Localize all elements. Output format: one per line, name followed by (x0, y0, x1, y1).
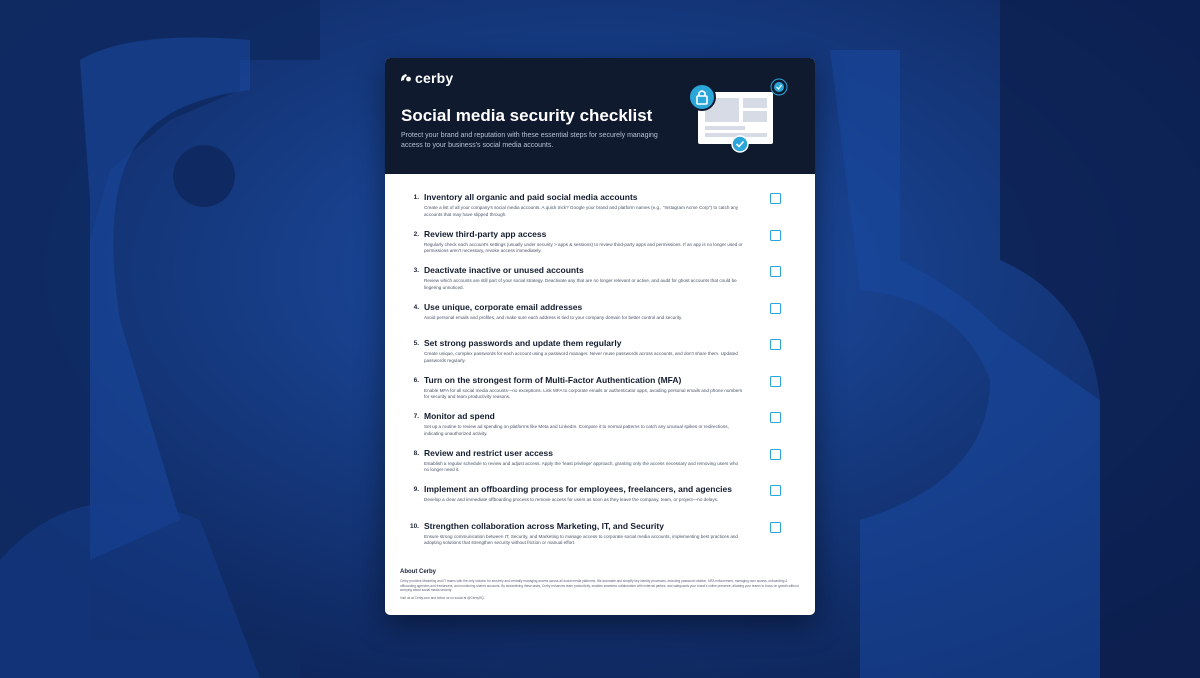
checklist-item (385, 294, 815, 328)
checklist-item (385, 184, 815, 218)
item-checkbox[interactable] (770, 339, 781, 350)
item-checkbox[interactable] (770, 412, 781, 423)
item-number: 3. (413, 267, 419, 274)
item-checkbox[interactable] (770, 485, 781, 496)
item-checkbox[interactable] (770, 449, 781, 460)
item-checkbox[interactable] (770, 376, 781, 387)
item-title: Implement an offboarding process for employees, freelancers, and agencies (424, 484, 732, 494)
cerby-logo-icon (400, 72, 412, 84)
item-number: 2. (413, 230, 419, 238)
item-number: 10. (409, 522, 419, 530)
brand-logo (400, 70, 453, 86)
item-description: Review which accounts are still part of your social strategy. Deactivate any that are no longer relevant or active, and audit for ghost accounts that could be lingering unnoticed. (424, 278, 737, 290)
checklist-item (385, 257, 815, 291)
item-description: Enable MFA for all social media accounts—no exceptions. Link MFA to corporate emails or authenticator apps, avoiding personal emails and phone numbers for security and team productivity reasons. (424, 387, 743, 400)
item-description: Create unique, complex passwords for each account using a password manager. Never reuse passwords across accounts, and don't share them. Updated passwords regularly. (424, 351, 738, 363)
item-title: Strengthen collaboration across Marketing, IT, and Security (424, 520, 664, 531)
item-title: Monitor ad spend (424, 411, 495, 421)
item-description: Create a list of all your company's social media accounts. A quick trick? Google your brand and platform names (e.g., "Instagram Acme Corp") to catch any accounts that may have slipped through. (424, 205, 739, 217)
item-number: 6. (413, 376, 419, 384)
brand-name: cerby (415, 70, 454, 86)
checklist-item (385, 367, 815, 401)
page-subtitle: Protect your brand and reputation with these essential steps for securely managing access to your business's social media accounts. (401, 132, 658, 149)
checklist-item (385, 476, 815, 510)
item-title: Turn on the strongest form of Multi-Factor Authentication (MFA) (424, 374, 682, 385)
item-number: 5. (413, 340, 419, 347)
item-checkbox[interactable] (770, 522, 781, 533)
item-checkbox[interactable] (770, 303, 781, 314)
checklist-item (385, 403, 815, 437)
checklist-item (385, 221, 815, 255)
about-visit-text: Visit us at Cerby.com and follow us on social at @CerbyHQ. (400, 595, 485, 600)
about-section (400, 569, 800, 600)
item-checkbox[interactable] (770, 230, 781, 241)
item-description: Set up a routine to review ad spending on platforms like Meta and LinkedIn. Compare it to normal patterns to catch any unusual spikes or redirections, indicating unauthorized activity. (424, 424, 729, 436)
secure-browser-illustration (680, 74, 800, 164)
item-checkbox[interactable] (770, 266, 781, 277)
item-title: Review and restrict user access (424, 447, 553, 458)
item-number: 4. (413, 303, 419, 311)
checklist-document (385, 58, 815, 615)
item-number: 8. (413, 449, 419, 457)
item-number: 7. (413, 413, 419, 420)
item-title: Use unique, corporate email addresses (424, 301, 583, 312)
about-body: Cerby provides Marketing and IT teams with the only solution for securely and centrally managing access across all social media platforms. We automate and simplify key identity processes, including password rotation, MFA enforcement, managing user access, onboarding & offboarding agencies and freelancers, and monitoring shared accounts. By streamlining these tasks, Cerby enhances team productivity, enables seamless collaboration with external parties, and safeguards your brand's online presence, allowing your teams to focus on growth without worrying about social media security. (400, 579, 799, 593)
page-title: Social media security checklist (401, 106, 653, 125)
item-description: Avoid personal emails and profiles, and make sure each address is tied to your company domain for better control and security. (424, 314, 683, 320)
item-description: Establish a regular schedule to review and adjust access. Apply the 'least privilege' approach, granting only the access necessary and removing users who no longer need it. (424, 460, 739, 473)
item-description: Develop a clear and immediate offboarding process to remove access for users as soon as they leave the company, team, or project—no delays. (424, 497, 719, 502)
document-header (385, 58, 815, 174)
item-number: 9. (413, 486, 419, 493)
item-title: Inventory all organic and paid social media accounts (424, 192, 638, 202)
item-description: Ensure strong communication between IT, Security, and Marketing to manage access to corporate social media accounts, implementing best practices and adopting solutions that strengthen security without friction or manual effort. (424, 533, 738, 546)
item-checkbox[interactable] (770, 193, 781, 204)
checklist-item (385, 513, 815, 547)
item-title: Deactivate inactive or unused accounts (424, 265, 584, 275)
about-title: About Cerby (400, 569, 436, 575)
checklist-item (385, 440, 815, 474)
item-number: 1. (413, 194, 419, 201)
item-title: Set strong passwords and update them regularly (424, 338, 622, 348)
item-title: Review third-party app access (424, 228, 547, 239)
item-description: Regularly check each account's settings (usually under security > apps & sessions) to review third-party apps and permissions. If an app is no longer used or permissions aren't necessary, revoke access immediately. (424, 241, 743, 254)
checklist-item (385, 330, 815, 364)
